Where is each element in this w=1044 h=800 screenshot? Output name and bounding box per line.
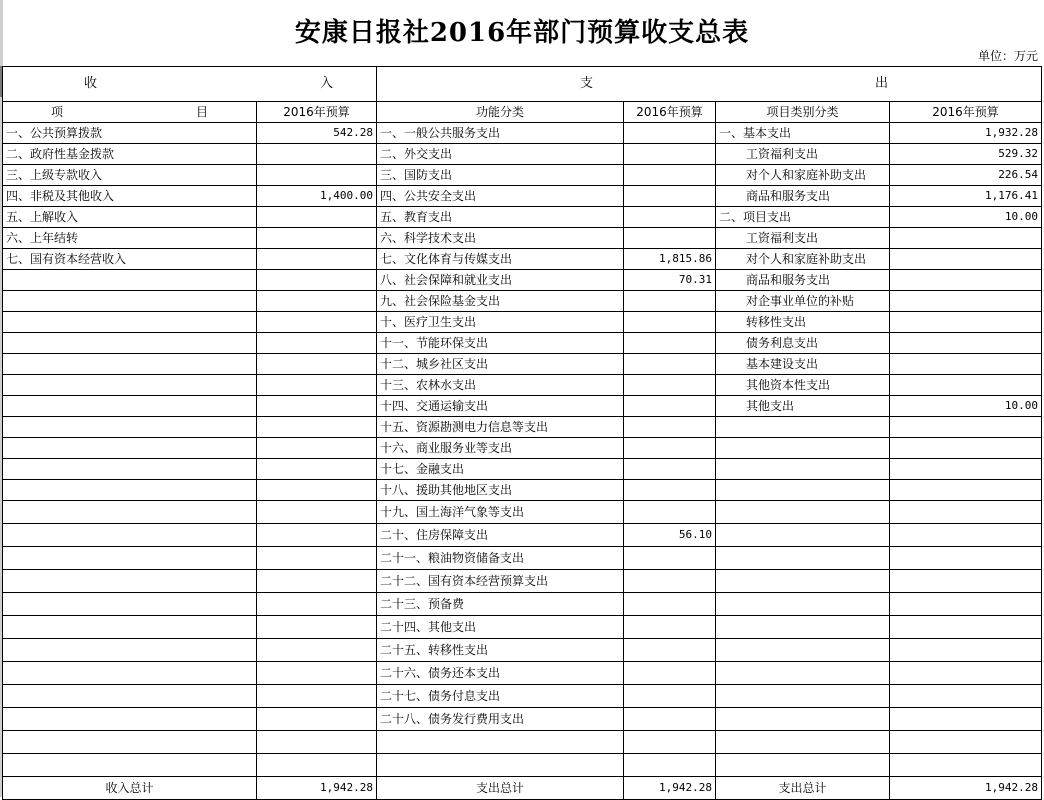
- table-row: [3, 186, 1042, 207]
- economic-value-cell[interactable]: [890, 662, 1042, 685]
- economic-value-cell[interactable]: [890, 417, 1042, 438]
- function-value-cell[interactable]: [624, 165, 716, 186]
- function-value-cell[interactable]: 56.10: [624, 524, 716, 547]
- table-row: [3, 333, 1042, 354]
- col-header-item-left: 项: [51, 105, 64, 119]
- function-value-cell[interactable]: [624, 459, 716, 480]
- economic-item-cell[interactable]: [716, 438, 890, 459]
- function-item-cell[interactable]: 二十三、预备费: [377, 593, 624, 616]
- income-item-cell[interactable]: 三、上级专款收入: [3, 165, 257, 186]
- economic-item-cell[interactable]: [716, 593, 890, 616]
- income-item-cell[interactable]: [3, 731, 257, 754]
- economic-value-cell[interactable]: [890, 459, 1042, 480]
- function-value-cell[interactable]: [624, 144, 716, 165]
- economic-value-cell[interactable]: [890, 501, 1042, 524]
- income-value-cell[interactable]: [257, 375, 377, 396]
- function-value-cell[interactable]: [624, 312, 716, 333]
- economic-item-cell[interactable]: [716, 547, 890, 570]
- function-item-cell[interactable]: 六、科学技术支出: [377, 228, 624, 249]
- economic-item-cell[interactable]: [716, 480, 890, 501]
- section-header-row: [3, 67, 1042, 102]
- income-value-cell[interactable]: [257, 270, 377, 291]
- economic-value-cell[interactable]: [890, 570, 1042, 593]
- table-row: [3, 417, 1042, 438]
- income-item-cell[interactable]: [3, 312, 257, 333]
- table-row: [3, 291, 1042, 312]
- table-row: [3, 570, 1042, 593]
- table-row: [3, 144, 1042, 165]
- economic-item-cell[interactable]: [716, 685, 890, 708]
- function-total-value[interactable]: 1,942.28: [624, 777, 716, 800]
- income-value-cell[interactable]: [257, 524, 377, 547]
- income-item-cell[interactable]: [3, 708, 257, 731]
- income-item-cell[interactable]: 七、国有资本经营收入: [3, 249, 257, 270]
- function-item-cell[interactable]: 二十五、转移性支出: [377, 639, 624, 662]
- col-header-item-right: 目: [195, 105, 208, 119]
- function-item-cell[interactable]: 十二、城乡社区支出: [377, 354, 624, 375]
- table-row: [3, 616, 1042, 639]
- expense-header-right: 出: [875, 76, 889, 91]
- function-item-cell[interactable]: 二十六、债务还本支出: [377, 662, 624, 685]
- economic-value-cell[interactable]: [890, 547, 1042, 570]
- function-value-cell[interactable]: [624, 731, 716, 754]
- economic-item-cell[interactable]: 对个人和家庭补助支出: [716, 165, 890, 186]
- income-value-cell[interactable]: [257, 228, 377, 249]
- col-header-budget-economic: 2016年预算: [890, 102, 1042, 123]
- economic-item-cell[interactable]: [716, 662, 890, 685]
- function-item-cell[interactable]: 十七、金融支出: [377, 459, 624, 480]
- function-value-cell[interactable]: [624, 501, 716, 524]
- table-row: [3, 501, 1042, 524]
- income-value-cell[interactable]: 542.28: [257, 123, 377, 144]
- economic-item-cell[interactable]: 其他支出: [716, 396, 890, 417]
- income-item-cell[interactable]: [3, 616, 257, 639]
- function-item-cell[interactable]: 十四、交通运输支出: [377, 396, 624, 417]
- economic-item-cell[interactable]: [716, 731, 890, 754]
- function-item-cell[interactable]: [377, 731, 624, 754]
- economic-item-cell[interactable]: 基本建设支出: [716, 354, 890, 375]
- function-item-cell[interactable]: 二十一、粮油物资储备支出: [377, 547, 624, 570]
- table-row: [3, 547, 1042, 570]
- economic-value-cell[interactable]: 10.00: [890, 396, 1042, 417]
- function-value-cell[interactable]: [624, 593, 716, 616]
- economic-item-cell[interactable]: 工资福利支出: [716, 144, 890, 165]
- function-value-cell[interactable]: [624, 616, 716, 639]
- economic-item-cell[interactable]: 对企事业单位的补贴: [716, 291, 890, 312]
- economic-item-cell[interactable]: 二、项目支出: [716, 207, 890, 228]
- table-row: [3, 708, 1042, 731]
- table-row: [3, 524, 1042, 547]
- function-value-cell[interactable]: [624, 396, 716, 417]
- economic-item-cell[interactable]: [716, 570, 890, 593]
- economic-value-cell[interactable]: 529.32: [890, 144, 1042, 165]
- table-row: [3, 459, 1042, 480]
- table-row: [3, 754, 1042, 777]
- economic-value-cell[interactable]: 226.54: [890, 165, 1042, 186]
- column-header-row: [3, 102, 1042, 123]
- income-item-cell[interactable]: 二、政府性基金拨款: [3, 144, 257, 165]
- function-item-cell[interactable]: 二、外交支出: [377, 144, 624, 165]
- economic-value-cell[interactable]: 1,932.28: [890, 123, 1042, 144]
- function-item-cell[interactable]: [377, 754, 624, 777]
- income-item-cell[interactable]: [3, 480, 257, 501]
- income-value-cell[interactable]: [257, 639, 377, 662]
- table-row: [3, 480, 1042, 501]
- income-value-cell[interactable]: [257, 754, 377, 777]
- table-row: [3, 375, 1042, 396]
- income-value-cell[interactable]: [257, 593, 377, 616]
- economic-item-cell[interactable]: [716, 754, 890, 777]
- function-value-cell[interactable]: [624, 685, 716, 708]
- income-value-cell[interactable]: [257, 207, 377, 228]
- unit-label: 单位：万元: [977, 49, 1038, 63]
- function-item-cell[interactable]: 二十七、债务付息支出: [377, 685, 624, 708]
- function-value-cell[interactable]: [624, 662, 716, 685]
- function-value-cell[interactable]: [624, 570, 716, 593]
- table-row: [3, 639, 1042, 662]
- income-value-cell[interactable]: 1,400.00: [257, 186, 377, 207]
- function-item-cell[interactable]: 二十八、债务发行费用支出: [377, 708, 624, 731]
- income-value-cell[interactable]: [257, 249, 377, 270]
- function-item-cell[interactable]: 十六、商业服务业等支出: [377, 438, 624, 459]
- function-value-cell[interactable]: [624, 708, 716, 731]
- table-row: [3, 228, 1042, 249]
- income-item-cell[interactable]: [3, 333, 257, 354]
- function-value-cell[interactable]: [624, 417, 716, 438]
- economic-item-cell[interactable]: [716, 501, 890, 524]
- function-total-label[interactable]: 支出总计: [377, 777, 624, 800]
- economic-value-cell[interactable]: [890, 354, 1042, 375]
- income-item-cell[interactable]: [3, 396, 257, 417]
- economic-value-cell[interactable]: [890, 333, 1042, 354]
- income-value-cell[interactable]: [257, 144, 377, 165]
- income-item-cell[interactable]: [3, 438, 257, 459]
- income-item-cell[interactable]: [3, 570, 257, 593]
- income-value-cell[interactable]: [257, 312, 377, 333]
- function-value-cell[interactable]: [624, 228, 716, 249]
- economic-item-cell[interactable]: 对个人和家庭补助支出: [716, 249, 890, 270]
- table-row: [3, 685, 1042, 708]
- function-item-cell[interactable]: 四、公共安全支出: [377, 186, 624, 207]
- income-value-cell[interactable]: [257, 396, 377, 417]
- income-value-cell[interactable]: [257, 570, 377, 593]
- income-value-cell[interactable]: [257, 165, 377, 186]
- function-value-cell[interactable]: [624, 333, 716, 354]
- income-value-cell[interactable]: [257, 480, 377, 501]
- function-item-cell[interactable]: 一、一般公共服务支出: [377, 123, 624, 144]
- function-value-cell[interactable]: 1,815.86: [624, 249, 716, 270]
- income-header-right: 入: [319, 76, 333, 91]
- economic-value-cell[interactable]: [890, 480, 1042, 501]
- income-item-cell[interactable]: [3, 291, 257, 312]
- totals-row: [3, 777, 1042, 800]
- function-value-cell[interactable]: [624, 354, 716, 375]
- table-row: [3, 438, 1042, 459]
- table-row: [3, 312, 1042, 333]
- income-value-cell[interactable]: [257, 547, 377, 570]
- function-item-cell[interactable]: 五、教育支出: [377, 207, 624, 228]
- economic-item-cell[interactable]: [716, 639, 890, 662]
- expense-section-header: [377, 67, 1042, 102]
- economic-item-cell[interactable]: [716, 417, 890, 438]
- col-header-budget-function: 2016年预算: [624, 102, 716, 123]
- budget-table: [2, 66, 1042, 800]
- economic-value-cell[interactable]: [890, 754, 1042, 777]
- economic-item-cell[interactable]: 转移性支出: [716, 312, 890, 333]
- economic-value-cell[interactable]: [890, 593, 1042, 616]
- income-total-value[interactable]: 1,942.28: [257, 777, 377, 800]
- function-value-cell[interactable]: [624, 480, 716, 501]
- function-value-cell[interactable]: [624, 207, 716, 228]
- function-value-cell[interactable]: [624, 438, 716, 459]
- function-item-cell[interactable]: 七、文化体育与传媒支出: [377, 249, 624, 270]
- income-total-label[interactable]: 收入总计: [3, 777, 257, 800]
- income-value-cell[interactable]: [257, 616, 377, 639]
- income-header-left: 收: [84, 76, 98, 91]
- table-row: [3, 123, 1042, 144]
- economic-item-cell[interactable]: 商品和服务支出: [716, 270, 890, 291]
- economic-value-cell[interactable]: [890, 639, 1042, 662]
- income-item-cell[interactable]: [3, 662, 257, 685]
- income-item-cell[interactable]: [3, 685, 257, 708]
- economic-item-cell[interactable]: 一、基本支出: [716, 123, 890, 144]
- table-row: [3, 207, 1042, 228]
- economic-value-cell[interactable]: [890, 616, 1042, 639]
- economic-value-cell[interactable]: [890, 731, 1042, 754]
- function-item-cell[interactable]: 二十二、国有资本经营预算支出: [377, 570, 624, 593]
- page-title: 安康日报社2016年部门预算收支总表: [294, 18, 750, 48]
- economic-value-cell[interactable]: 10.00: [890, 207, 1042, 228]
- economic-value-cell[interactable]: [890, 685, 1042, 708]
- economic-item-cell[interactable]: [716, 459, 890, 480]
- col-header-function: 功能分类: [377, 102, 624, 123]
- economic-item-cell[interactable]: 债务利息支出: [716, 333, 890, 354]
- economic-value-cell[interactable]: [890, 438, 1042, 459]
- economic-item-cell[interactable]: 其他资本性支出: [716, 375, 890, 396]
- economic-item-cell[interactable]: [716, 708, 890, 731]
- income-item-cell[interactable]: [3, 354, 257, 375]
- economic-total-label[interactable]: 支出总计: [716, 777, 890, 800]
- income-item-cell[interactable]: 五、上解收入: [3, 207, 257, 228]
- income-value-cell[interactable]: [257, 708, 377, 731]
- function-item-cell[interactable]: 二十四、其他支出: [377, 616, 624, 639]
- function-value-cell[interactable]: [624, 123, 716, 144]
- income-item-cell[interactable]: 四、非税及其他收入: [3, 186, 257, 207]
- income-value-cell[interactable]: [257, 662, 377, 685]
- economic-value-cell[interactable]: [890, 291, 1042, 312]
- income-item-cell[interactable]: [3, 459, 257, 480]
- table-row: [3, 396, 1042, 417]
- function-item-cell[interactable]: 十八、援助其他地区支出: [377, 480, 624, 501]
- economic-item-cell[interactable]: 工资福利支出: [716, 228, 890, 249]
- function-value-cell[interactable]: [624, 754, 716, 777]
- income-value-cell[interactable]: [257, 291, 377, 312]
- income-item-cell[interactable]: 一、公共预算拨款: [3, 123, 257, 144]
- economic-value-cell[interactable]: [890, 708, 1042, 731]
- table-row: [3, 354, 1042, 375]
- income-section-header: [3, 67, 377, 102]
- table-row: [3, 270, 1042, 291]
- income-value-cell[interactable]: [257, 685, 377, 708]
- function-item-cell[interactable]: 十九、国土海洋气象等支出: [377, 501, 624, 524]
- col-header-item: [3, 102, 257, 123]
- function-value-cell[interactable]: [624, 639, 716, 662]
- function-item-cell[interactable]: 二十、住房保障支出: [377, 524, 624, 547]
- economic-value-cell[interactable]: 1,176.41: [890, 186, 1042, 207]
- economic-item-cell[interactable]: 商品和服务支出: [716, 186, 890, 207]
- economic-value-cell[interactable]: [890, 270, 1042, 291]
- function-item-cell[interactable]: 九、社会保险基金支出: [377, 291, 624, 312]
- function-value-cell[interactable]: [624, 186, 716, 207]
- table-row: [3, 662, 1042, 685]
- table-row: [3, 249, 1042, 270]
- function-item-cell[interactable]: 十、医疗卫生支出: [377, 312, 624, 333]
- function-item-cell[interactable]: 十三、农林水支出: [377, 375, 624, 396]
- income-item-cell[interactable]: [3, 754, 257, 777]
- function-value-cell[interactable]: [624, 547, 716, 570]
- income-item-cell[interactable]: [3, 524, 257, 547]
- income-item-cell[interactable]: [3, 375, 257, 396]
- table-row: [3, 593, 1042, 616]
- income-value-cell[interactable]: [257, 333, 377, 354]
- table-row: [3, 165, 1042, 186]
- economic-value-cell[interactable]: [890, 228, 1042, 249]
- function-item-cell[interactable]: 十一、节能环保支出: [377, 333, 624, 354]
- income-item-cell[interactable]: [3, 639, 257, 662]
- economic-value-cell[interactable]: [890, 524, 1042, 547]
- income-item-cell[interactable]: [3, 270, 257, 291]
- income-item-cell[interactable]: [3, 501, 257, 524]
- income-item-cell[interactable]: [3, 593, 257, 616]
- expense-header-left: 支: [580, 76, 594, 91]
- economic-item-cell[interactable]: [716, 524, 890, 547]
- table-row: [3, 731, 1042, 754]
- economic-value-cell[interactable]: [890, 312, 1042, 333]
- function-value-cell[interactable]: [624, 291, 716, 312]
- income-value-cell[interactable]: [257, 731, 377, 754]
- col-header-budget-income: 2016年预算: [257, 102, 377, 123]
- function-value-cell[interactable]: 70.31: [624, 270, 716, 291]
- col-header-economic: 项目类别分类: [716, 102, 890, 123]
- income-value-cell[interactable]: [257, 459, 377, 480]
- function-value-cell[interactable]: [624, 375, 716, 396]
- income-item-cell[interactable]: 六、上年结转: [3, 228, 257, 249]
- function-item-cell[interactable]: 三、国防支出: [377, 165, 624, 186]
- income-value-cell[interactable]: [257, 417, 377, 438]
- economic-item-cell[interactable]: [716, 616, 890, 639]
- economic-value-cell[interactable]: [890, 249, 1042, 270]
- economic-total-value[interactable]: 1,942.28: [890, 777, 1042, 800]
- income-item-cell[interactable]: [3, 547, 257, 570]
- income-value-cell[interactable]: [257, 354, 377, 375]
- function-item-cell[interactable]: 八、社会保障和就业支出: [377, 270, 624, 291]
- income-value-cell[interactable]: [257, 501, 377, 524]
- income-item-cell[interactable]: [3, 417, 257, 438]
- economic-value-cell[interactable]: [890, 375, 1042, 396]
- income-value-cell[interactable]: [257, 438, 377, 459]
- function-item-cell[interactable]: 十五、资源勘测电力信息等支出: [377, 417, 624, 438]
